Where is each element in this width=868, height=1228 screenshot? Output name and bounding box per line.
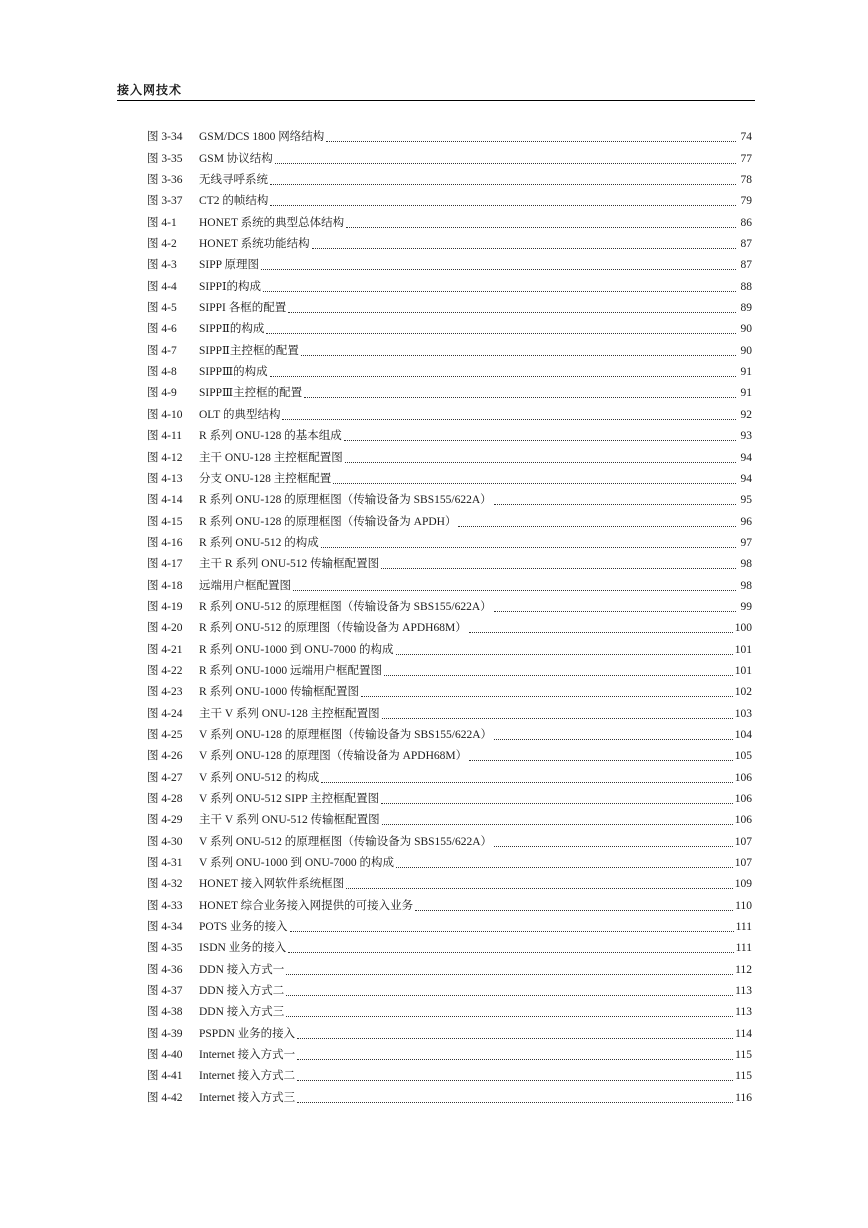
page-number: 77: [740, 152, 752, 165]
toc-entry: [147, 828, 752, 849]
figure-number: 图 4-39: [147, 1027, 183, 1040]
figure-title: CT2 的帧结构: [199, 195, 269, 208]
page-number: 104: [734, 728, 752, 741]
figure-title: R 系列 ONU-1000 传输框配置图: [199, 686, 360, 699]
figure-number: 图 4-38: [147, 1006, 183, 1019]
figure-title: SIPPⅡ主控框的配置: [199, 344, 299, 357]
figure-number: 图 3-37: [147, 195, 183, 208]
toc-entry: [147, 679, 752, 700]
figure-title: GSM 协议结构: [199, 152, 273, 165]
dot-leader: [275, 163, 736, 164]
dot-leader: [361, 696, 733, 697]
figure-number: 图 4-40: [147, 1049, 183, 1062]
figure-number: 图 4-8: [147, 366, 177, 379]
dot-leader: [293, 590, 736, 591]
page-number: 90: [740, 344, 752, 357]
figure-number: 图 4-12: [147, 451, 183, 464]
toc-entry: [147, 466, 752, 487]
figure-title: HONET 接入网软件系统框图: [199, 878, 345, 891]
dot-leader: [312, 248, 736, 249]
page-number: 100: [734, 622, 752, 635]
figure-number: 图 4-25: [147, 728, 183, 741]
figure-title: PSPDN 业务的接入: [199, 1027, 296, 1040]
figure-title: SIPPⅠ的构成: [199, 280, 262, 293]
figure-title: HONET 系统功能结构: [199, 238, 310, 251]
page-number: 87: [740, 238, 752, 251]
page-number: 96: [740, 515, 752, 528]
page-number: 109: [734, 878, 752, 891]
toc-entry: [147, 914, 752, 935]
toc-entry: [147, 743, 752, 764]
page-number: 95: [740, 494, 752, 507]
dot-leader: [270, 184, 736, 185]
toc-entry: [147, 273, 752, 294]
dot-leader: [282, 419, 736, 420]
toc-entry: [147, 636, 752, 657]
dot-leader: [494, 504, 736, 505]
figure-number: 图 4-6: [147, 323, 177, 336]
figure-number: 图 4-22: [147, 664, 183, 677]
toc-entry: [147, 508, 752, 529]
page-number: 88: [740, 280, 752, 293]
page-number: 87: [740, 259, 752, 272]
dot-leader: [494, 739, 733, 740]
dot-leader: [381, 803, 733, 804]
figure-title: DDN 接入方式三: [199, 1006, 285, 1019]
dot-leader: [270, 376, 736, 377]
figure-number: 图 4-10: [147, 408, 183, 421]
dot-leader: [333, 483, 736, 484]
figure-title: R 系列 ONU-128 的原理框图（传输设备为 APDH）: [199, 515, 457, 528]
figure-title: V 系列 ONU-128 的原理图（传输设备为 APDH68M）: [199, 750, 468, 763]
dot-leader: [266, 333, 736, 334]
toc-entry: [147, 978, 752, 999]
dot-leader: [346, 888, 733, 889]
dot-leader: [346, 227, 736, 228]
header-rule: [117, 100, 755, 101]
page-number: 114: [735, 1027, 752, 1040]
toc-entry: [147, 1020, 752, 1041]
figure-number: 图 4-26: [147, 750, 183, 763]
page-number: 91: [740, 387, 752, 400]
toc-entry: [147, 295, 752, 316]
figure-title: R 系列 ONU-128 的原理框图（传输设备为 SBS155/622A）: [199, 494, 492, 507]
toc-entry: [147, 658, 752, 679]
dot-leader: [326, 141, 736, 142]
figure-number: 图 4-4: [147, 280, 177, 293]
page-number: 97: [740, 536, 752, 549]
figure-title: Internet 接入方式二: [199, 1070, 296, 1083]
dot-leader: [469, 632, 733, 633]
figure-number: 图 4-21: [147, 643, 183, 656]
toc-entry: [147, 231, 752, 252]
toc-entry: [147, 124, 752, 145]
figure-number: 图 4-42: [147, 1091, 183, 1104]
page-number: 113: [735, 985, 752, 998]
dot-leader: [263, 291, 736, 292]
figure-number: 图 4-20: [147, 622, 183, 635]
figure-title: HONET 系统的典型总体结构: [199, 216, 345, 229]
toc-entry: [147, 722, 752, 743]
figure-title: DDN 接入方式二: [199, 985, 285, 998]
toc-entry: [147, 551, 752, 572]
page-number: 106: [734, 814, 752, 827]
toc-entry: [147, 380, 752, 401]
figure-title: R 系列 ONU-512 的原理框图（传输设备为 SBS155/622A）: [199, 600, 492, 613]
figure-number: 图 4-3: [147, 259, 177, 272]
toc-entry: [147, 337, 752, 358]
figure-number: 图 4-17: [147, 558, 183, 571]
toc-entry: [147, 1042, 752, 1063]
figure-number: 图 4-23: [147, 686, 183, 699]
figure-title: V 系列 ONU-512 的原理框图（传输设备为 SBS155/622A）: [199, 835, 493, 848]
dot-leader: [297, 1080, 733, 1081]
page-number: 105: [734, 750, 752, 763]
page-number: 113: [735, 1006, 752, 1019]
page-number: 98: [740, 579, 752, 592]
page-number: 106: [734, 771, 752, 784]
figure-number: 图 4-41: [147, 1070, 183, 1083]
figure-title: HONET 综合业务接入网提供的可接入业务: [199, 899, 414, 912]
page-number: 111: [735, 921, 752, 934]
dot-leader: [288, 952, 733, 953]
toc-entry: [147, 807, 752, 828]
page-number: 103: [734, 707, 752, 720]
figure-title: Internet 接入方式一: [199, 1049, 296, 1062]
dot-leader: [384, 675, 733, 676]
figure-number: 图 4-2: [147, 238, 177, 251]
figure-number: 图 4-14: [147, 494, 183, 507]
toc-entry: [147, 359, 752, 380]
toc-entry: [147, 764, 752, 785]
figure-title: ISDN 业务的接入: [199, 942, 287, 955]
toc-entry: [147, 594, 752, 615]
page-number: 102: [734, 686, 752, 699]
page-number: 91: [740, 366, 752, 379]
dot-leader: [286, 1016, 733, 1017]
figure-number: 图 4-33: [147, 899, 183, 912]
figure-number: 图 4-13: [147, 472, 183, 485]
figure-title: OLT 的典型结构: [199, 408, 281, 421]
figure-title: SIPPI 各框的配置: [199, 302, 287, 315]
dot-leader: [382, 718, 733, 719]
figure-number: 图 4-18: [147, 579, 183, 592]
figure-title: 远端用户框配置图: [199, 579, 291, 592]
dot-leader: [286, 974, 733, 975]
dot-leader: [382, 824, 733, 825]
figure-number: 图 4-24: [147, 707, 183, 720]
toc-entry: [147, 1063, 752, 1084]
dot-leader: [288, 312, 736, 313]
figure-number: 图 3-36: [147, 174, 183, 187]
dot-leader: [396, 867, 733, 868]
figure-title: V 系列 ONU-128 的原理框图（传输设备为 SBS155/622A）: [199, 728, 493, 741]
dot-leader: [381, 568, 736, 569]
toc-entry: [147, 956, 752, 977]
page-number: 107: [734, 857, 752, 870]
toc-entry: [147, 316, 752, 337]
figure-title: 主干 V 系列 ONU-512 传输框配置图: [199, 814, 380, 827]
figure-title: R 系列 ONU-128 的基本组成: [199, 430, 342, 443]
page-number: 92: [740, 408, 752, 421]
dot-leader: [297, 1102, 733, 1103]
figure-number: 图 3-34: [147, 131, 183, 144]
page-number: 90: [740, 323, 752, 336]
figure-number: 图 4-16: [147, 536, 183, 549]
toc-entry: [147, 487, 752, 508]
toc-entry: [147, 252, 752, 273]
dot-leader: [494, 846, 733, 847]
dot-leader: [344, 440, 736, 441]
figure-title: 主干 ONU-128 主控框配置图: [199, 451, 343, 464]
page-number: 115: [735, 1070, 752, 1083]
figure-title: DDN 接入方式一: [199, 963, 285, 976]
toc-entry: [147, 209, 752, 230]
figure-number: 图 4-37: [147, 985, 183, 998]
page-number: 74: [740, 131, 752, 144]
figure-number: 图 4-28: [147, 793, 183, 805]
figure-number: 图 4-32: [147, 878, 183, 891]
dot-leader: [261, 269, 736, 270]
figure-title: 主干 V 系列 ONU-128 主控框配置图: [199, 707, 380, 720]
figure-title: V 系列 ONU-512 SIPP 主控框配置图: [199, 793, 380, 805]
page-number: 93: [740, 430, 752, 443]
header-title: 接入网技术: [117, 83, 183, 97]
figure-title: SIPPⅢ的构成: [199, 366, 268, 379]
toc-entry: [147, 145, 752, 166]
figure-title: R 系列 ONU-512 的构成: [199, 536, 319, 549]
figure-title: R 系列 ONU-1000 到 ONU-7000 的构成: [199, 643, 394, 656]
dot-leader: [321, 782, 733, 783]
figure-title: SIPPⅢ主控框的配置: [199, 387, 303, 400]
figure-title: V 系列 ONU-512 的构成: [199, 771, 320, 784]
page-number: 110: [735, 899, 752, 912]
dot-leader: [396, 654, 733, 655]
figure-title: 分支 ONU-128 主控框配置: [199, 472, 332, 485]
figure-number: 图 4-9: [147, 387, 177, 400]
toc-entry: [147, 1084, 752, 1105]
dot-leader: [469, 760, 733, 761]
toc-entry: [147, 892, 752, 913]
page-number: 107: [734, 835, 752, 848]
figure-number: 图 4-7: [147, 344, 177, 357]
dot-leader: [345, 462, 736, 463]
dot-leader: [286, 995, 733, 996]
figure-title: GSM/DCS 1800 网络结构: [199, 131, 325, 144]
figure-number: 图 4-19: [147, 600, 183, 613]
figure-number: 图 4-36: [147, 963, 183, 976]
toc-entry: [147, 999, 752, 1020]
toc-entry: [147, 700, 752, 721]
dot-leader: [458, 526, 736, 527]
page-number: 116: [735, 1091, 752, 1104]
toc-entry: [147, 167, 752, 188]
figure-number: 图 4-30: [147, 835, 183, 848]
page-number: 99: [740, 600, 752, 613]
page-number: 101: [734, 643, 752, 656]
figure-number: 图 4-5: [147, 302, 177, 315]
figure-title: SIPP 原理图: [199, 259, 259, 272]
figure-number: 图 4-34: [147, 921, 183, 934]
figure-title: 主干 R 系列 ONU-512 传输框配置图: [199, 558, 380, 571]
figure-number: 图 4-1: [147, 216, 177, 229]
figure-number: 图 4-29: [147, 814, 183, 827]
toc-entry: [147, 615, 752, 636]
toc-entry: [147, 871, 752, 892]
page-header: [117, 80, 755, 100]
figure-number: 图 4-31: [147, 857, 183, 870]
toc-entry: [147, 786, 752, 807]
page-number: 78: [740, 174, 752, 187]
page-number: 98: [740, 558, 752, 571]
dot-leader: [270, 205, 736, 206]
figure-title: Internet 接入方式三: [199, 1091, 296, 1104]
toc-entry: [147, 850, 752, 871]
page-number: 112: [735, 963, 752, 976]
page-number: 94: [740, 472, 752, 485]
page-number: 79: [740, 195, 752, 208]
dot-leader: [321, 547, 736, 548]
figure-number: 图 4-35: [147, 942, 183, 955]
page-number: 89: [740, 302, 752, 315]
page-number: 111: [735, 942, 752, 955]
toc-entry: [147, 444, 752, 465]
figure-title: R 系列 ONU-512 的原理图（传输设备为 APDH68M）: [199, 622, 467, 635]
toc-entry: [147, 188, 752, 209]
figure-number: 图 4-27: [147, 771, 183, 784]
page-number: 106: [734, 793, 752, 805]
toc-entry: [147, 572, 752, 593]
page-number: 115: [735, 1049, 752, 1062]
figure-title: POTS 业务的接入: [199, 921, 288, 934]
figure-number: 图 3-35: [147, 152, 183, 165]
figure-list: [147, 124, 752, 1106]
page-number: 101: [734, 664, 752, 677]
figure-title: V 系列 ONU-1000 到 ONU-7000 的构成: [199, 857, 394, 870]
dot-leader: [297, 1059, 733, 1060]
dot-leader: [297, 1038, 733, 1039]
dot-leader: [290, 931, 734, 932]
toc-entry: [147, 423, 752, 444]
toc-entry: [147, 530, 752, 551]
toc-entry: [147, 935, 752, 956]
dot-leader: [301, 355, 736, 356]
figure-title: R 系列 ONU-1000 远端用户框配置图: [199, 664, 383, 677]
figure-title: 无线寻呼系统: [199, 174, 268, 187]
figure-number: 图 4-15: [147, 515, 183, 528]
dot-leader: [415, 910, 733, 911]
dot-leader: [304, 397, 736, 398]
figure-number: 图 4-11: [147, 430, 183, 443]
page-number: 94: [740, 451, 752, 464]
page-number: 86: [740, 216, 752, 229]
toc-entry: [147, 401, 752, 422]
dot-leader: [494, 611, 736, 612]
figure-title: SIPPⅡ的构成: [199, 323, 265, 336]
